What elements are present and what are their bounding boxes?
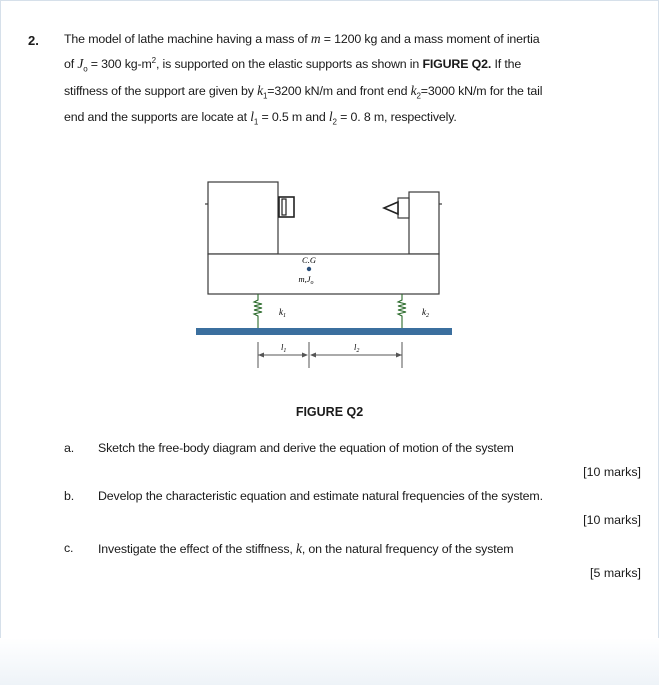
stem-text: If the xyxy=(494,57,522,72)
var-k2-sub: 2 xyxy=(416,91,421,101)
stem-text: of xyxy=(64,57,75,72)
spring-k1 xyxy=(254,294,262,328)
page-bottom-shade xyxy=(0,638,659,685)
question-number: 2. xyxy=(28,33,39,48)
stem-text: = 0. 8 m, respectively. xyxy=(340,110,457,125)
stem-text: = 0.5 m and xyxy=(261,110,326,125)
question-stem xyxy=(64,28,644,133)
dim-arrow xyxy=(302,353,308,358)
tailstock-quill xyxy=(398,198,409,218)
var-m: m xyxy=(310,31,321,46)
part-text xyxy=(98,541,513,557)
part-label: c. xyxy=(64,541,74,555)
var-J: J xyxy=(77,56,84,72)
cg-label: C.G xyxy=(302,255,316,265)
stem-line-2 xyxy=(64,50,644,80)
stem-text: =3200 kN/m and front end xyxy=(267,83,408,98)
var-l1: l xyxy=(250,109,254,125)
figure-ref: FIGURE Q2. xyxy=(422,57,492,72)
tailstock-center-icon xyxy=(384,202,398,214)
spring-k2 xyxy=(398,294,406,328)
k2-label: $k_2$ xyxy=(422,307,429,319)
part-text: Develop the characteristic equation and estimate natural frequencies of the system. xyxy=(98,489,543,503)
stem-text: stiffness of the support are given by xyxy=(64,83,254,98)
var-l2: l xyxy=(328,109,333,125)
var-J-sub: o xyxy=(83,64,88,74)
stem-text: The model of lathe machine having a mass of xyxy=(64,32,308,46)
stem-line-1 xyxy=(64,28,644,50)
part-a-marks: [10 marks] xyxy=(583,465,641,479)
l2-label: $l_2$ xyxy=(354,342,360,354)
cg-dot xyxy=(307,267,311,271)
k1-label: $k_1$ xyxy=(279,307,286,319)
dim-arrow xyxy=(396,353,402,358)
stem-text: = 1200 kg and a mass moment of inertia xyxy=(323,32,540,46)
var-l1-sub: 1 xyxy=(253,117,259,127)
lathe-figure xyxy=(196,170,452,390)
lathe-bed xyxy=(208,254,439,294)
stem-line-3 xyxy=(64,80,644,106)
figure-caption: FIGURE Q2 xyxy=(295,405,364,419)
part-label: b. xyxy=(64,489,75,503)
dim-arrow xyxy=(258,353,264,358)
stem-text: =3000 kN/m for the tail xyxy=(420,83,543,98)
unit-sup: 2 xyxy=(151,56,156,65)
stem-line-4 xyxy=(64,106,644,132)
ground-bar xyxy=(196,328,452,335)
dim-arrow xyxy=(310,353,316,358)
part-label: a. xyxy=(64,441,75,455)
part-text-b: , on the natural frequency of the system xyxy=(301,542,514,556)
part-text-a: Investigate the effect of the stiffness, xyxy=(98,542,293,556)
l1-label: $l_1$ xyxy=(281,342,287,354)
part-c-marks: [5 marks] xyxy=(590,566,641,580)
stem-text: = 300 kg-m xyxy=(90,57,152,72)
var-k: k xyxy=(295,541,302,556)
part-text: Sketch the free-body diagram and derive the equation of motion of the system xyxy=(98,441,514,455)
var-k1: k xyxy=(257,82,263,98)
tailstock-block xyxy=(409,192,439,254)
stem-text: , is supported on the elastic supports as shown in xyxy=(155,57,420,72)
var-k2: k xyxy=(410,82,417,98)
stem-text: end and the supports are locate at xyxy=(64,110,247,125)
mass-label: $m,J_o$ xyxy=(298,274,314,286)
headstock-block xyxy=(208,182,278,254)
var-k1-sub: 1 xyxy=(262,91,268,101)
var-l2-sub: 2 xyxy=(332,117,337,127)
chuck-jaw xyxy=(282,199,286,215)
part-b-marks: [10 marks] xyxy=(583,513,641,527)
